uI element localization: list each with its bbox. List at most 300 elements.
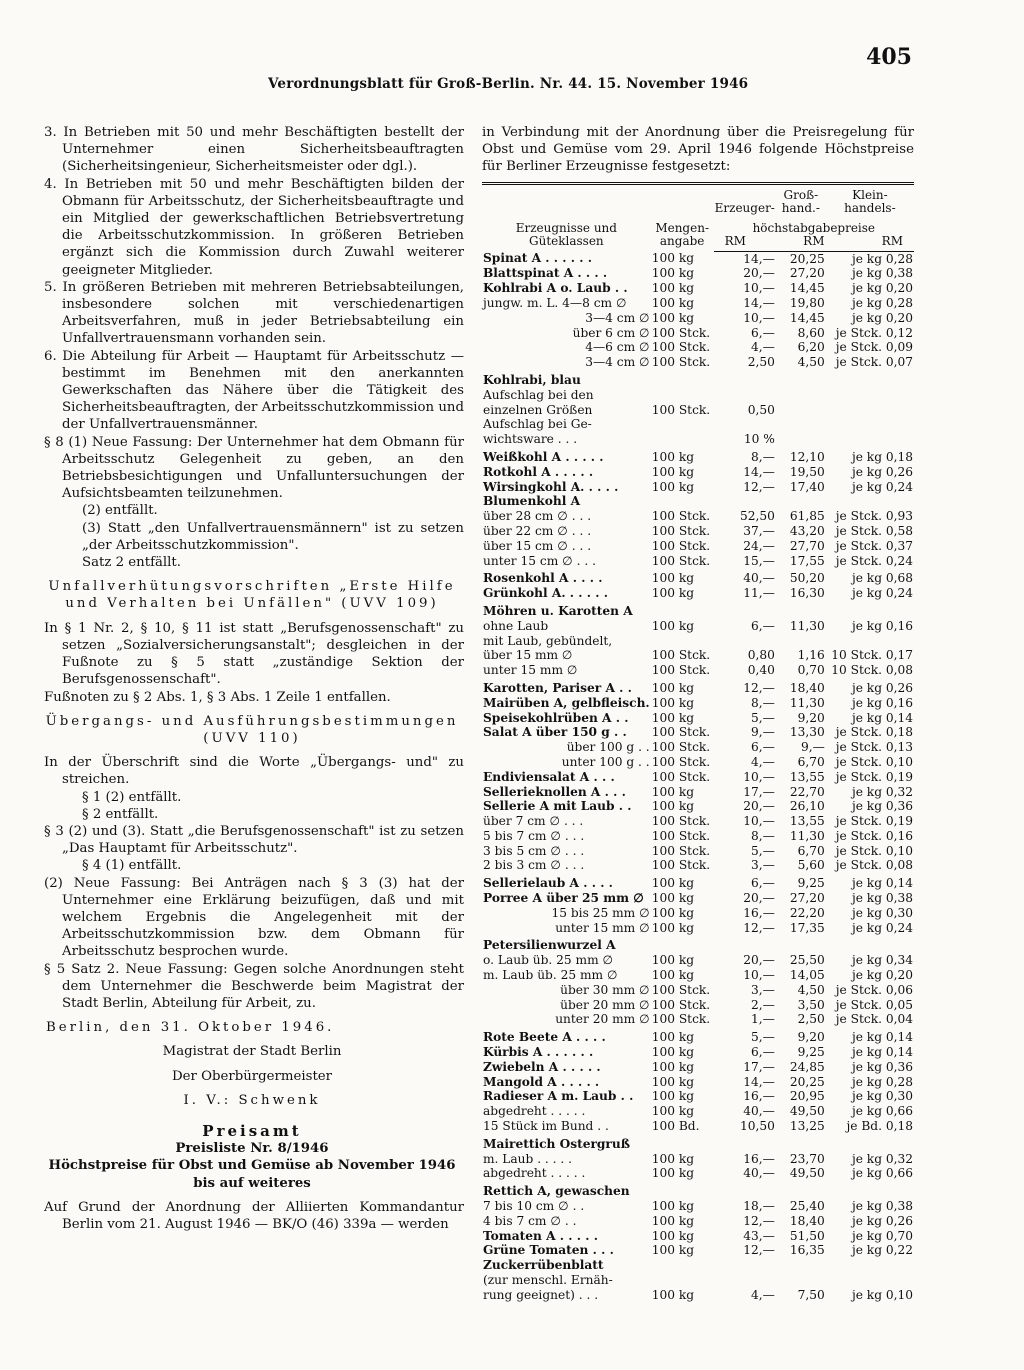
quantity-cell: 100 kg: [651, 905, 695, 920]
producer-price-cell: 12,—: [743, 1213, 775, 1228]
table-row: [482, 983, 914, 998]
retail-price-cell: [826, 935, 914, 953]
product-name-cell: abgedreht . . . . .: [483, 1104, 586, 1119]
producer-price-cell: 10,—: [743, 769, 775, 784]
producer-price-cell: [714, 1258, 776, 1273]
retail-price-cell: je kg 0,14: [851, 876, 913, 891]
producer-price-cell: 5,—: [751, 710, 775, 725]
retail-price-cell: je kg 0,32: [851, 784, 913, 799]
retail-price-cell: je kg 0,26: [851, 1213, 913, 1228]
producer-price-cell: 8,—: [751, 828, 775, 843]
product-name-cell: Rosenkohl A . . . .: [483, 571, 603, 586]
retail-price-cell: je Stck. 0,10: [835, 843, 913, 858]
product-name-cell: über 22 cm ∅ . . .: [483, 523, 592, 538]
producer-price-cell: [714, 370, 776, 388]
producer-price-cell: 20,—: [743, 953, 775, 968]
product-name-cell: Grünkohl A. . . . . .: [483, 586, 608, 601]
product-name-cell: 3 bis 5 cm ∅ . . .: [483, 843, 585, 858]
table-row: [482, 844, 914, 859]
producer-price-cell: 3,—: [751, 982, 775, 997]
wholesale-price-cell: [776, 1258, 826, 1273]
quantity-cell: [651, 1181, 714, 1199]
quantity-cell: 100 kg: [651, 695, 695, 710]
quantity-cell: 100 Stck.: [651, 843, 711, 858]
quantity-cell: 100 kg: [651, 1228, 695, 1243]
quantity-cell: 100 kg: [651, 1059, 695, 1074]
table-row: [482, 1012, 914, 1027]
wholesale-price-cell: 2,50: [797, 1012, 825, 1027]
wholesale-price-cell: [776, 494, 826, 509]
table-row: [482, 968, 914, 983]
quantity-cell: 100 kg: [651, 891, 695, 906]
product-name-cell: über 100 g . .: [566, 740, 650, 755]
paragraph: 6. Die Abteilung für Arbeit — Hauptamt für Arbeitsschutz — bestimmt im Benehmen mit den anerkannten Gewerkschaften das Nähere über die Tätigkeit des Sicherheitsbeauftragten, der Arbeitsschutzkommission und der Unfallvertrauensmänner.: [44, 348, 464, 433]
product-name-cell: einzelnen Größen: [483, 402, 593, 417]
product-name-cell: m. Laub üb. 25 mm ∅: [483, 968, 618, 983]
table-row: [482, 1104, 914, 1119]
producer-price-cell: [714, 494, 776, 509]
quantity-cell: 100 kg: [651, 876, 695, 891]
right-column: [482, 124, 914, 1303]
product-name-cell: Kohlrabi A o. Laub . .: [483, 281, 628, 296]
quantity-cell: [651, 417, 714, 432]
paragraph: Auf Grund der Anordnung der Alliierten Kommandantur Berlin vom 21. August 1946 — BK/O (46) 339a — werden: [44, 1199, 464, 1232]
retail-price-cell: [826, 403, 914, 418]
product-name-cell: Tomaten A . . . . .: [483, 1228, 598, 1243]
table-row: [482, 906, 914, 921]
wholesale-price-cell: 11,30: [789, 828, 825, 843]
product-name-cell: Kohlrabi, blau: [483, 372, 581, 387]
retail-price-cell: je kg 0,66: [851, 1104, 913, 1119]
table-row: [482, 873, 914, 891]
table-row: [482, 432, 914, 447]
wholesale-price-cell: 49,50: [789, 1104, 825, 1119]
quantity-cell: 100 kg: [651, 920, 695, 935]
quantity-cell: 100 Stck.: [651, 828, 711, 843]
product-name-cell: Mairüben A, gelbfleisch.: [483, 695, 650, 710]
product-name-cell: Mairettich Ostergruß: [483, 1136, 630, 1151]
table-row: [482, 770, 914, 785]
producer-price-cell: 37,—: [743, 523, 775, 538]
producer-price-cell: 6,—: [751, 618, 775, 633]
wholesale-price-cell: 19,50: [789, 464, 825, 479]
wholesale-price-cell: [776, 1273, 826, 1288]
table-row: [482, 417, 914, 432]
wholesale-price-cell: 13,25: [789, 1119, 825, 1134]
product-name-cell: ohne Laub: [483, 618, 549, 633]
quantity-cell: 100 kg: [651, 1199, 695, 1214]
wholesale-price-cell: 19,80: [789, 296, 825, 310]
date-line: Berlin, den 31. Oktober 1946.: [46, 1020, 335, 1036]
retail-price-cell: je Stck. 0,04: [835, 1012, 913, 1027]
retail-price-cell: je kg 0,26: [851, 464, 913, 479]
quantity-cell: 100 kg: [651, 1089, 695, 1104]
product-name-cell: Sellerieknollen A . . .: [483, 784, 626, 799]
table-row: [482, 296, 914, 311]
producer-price-cell: [714, 601, 776, 619]
product-name-cell: Zwiebeln A . . . . .: [483, 1059, 601, 1074]
retail-price-cell: je Stck. 0,09: [835, 340, 913, 355]
product-name-cell: Radieser A m. Laub . .: [483, 1089, 634, 1104]
paragraph: Fußnoten zu § 2 Abs. 1, § 3 Abs. 1 Zeile 1 entfallen.: [44, 689, 391, 705]
retail-price-cell: je kg 0,32: [851, 1151, 913, 1166]
wholesale-price-cell: [776, 1134, 826, 1152]
signature-line: Magistrat der Stadt Berlin: [162, 1044, 342, 1060]
producer-price-cell: 15,—: [743, 553, 775, 568]
table-row: [482, 678, 914, 696]
table-row: [482, 370, 914, 388]
producer-price-cell: 6,—: [751, 325, 775, 340]
wholesale-price-cell: 13,55: [789, 814, 825, 829]
table-row: [482, 539, 914, 554]
section-heading: Übergangs- und Ausführungsbestimmungen (UVV 110): [45, 713, 459, 746]
producer-price-cell: 4,—: [751, 754, 775, 769]
quantity-cell: 100 Stck.: [651, 769, 711, 784]
wholesale-price-cell: [776, 1181, 826, 1199]
producer-price-cell: 3,—: [751, 858, 775, 873]
retail-price-cell: je Stck. 0,24: [835, 553, 913, 568]
table-row: [482, 465, 914, 480]
producer-price-cell: 6,—: [751, 1045, 775, 1060]
wholesale-price-cell: 20,25: [789, 1074, 825, 1089]
wholesale-price-cell: 9,—: [800, 740, 825, 755]
quantity-cell: 100 Bd.: [651, 1119, 700, 1134]
retail-price-cell: je kg 0,14: [851, 1030, 913, 1045]
retail-price-cell: [826, 634, 914, 649]
quantity-cell: [651, 601, 714, 619]
retail-price-cell: je Stck. 0,05: [835, 997, 913, 1012]
quantity-cell: 100 Stck.: [651, 663, 711, 678]
paragraph: § 3 (2) und (3). Statt „die Berufsgenossenschaft" ist zu setzen „Das Hauptamt für Arbeitsschutz".: [44, 823, 464, 857]
wholesale-price-cell: 0,70: [797, 663, 825, 678]
producer-price-cell: 10,50: [739, 1119, 775, 1134]
paragraph: 4. In Betrieben mit 50 und mehr Beschäftigten bilden der Obmann für Arbeitsschutz, der Sicherheitsbeauftragte und ein Mitglied der gewerkschaftlichen Betriebsvertretung die Arbeitsschutzkommission. In größeren Betrieben ergänzt sich die Kommission durch Zuwahl weiterer geeigneter Mitglieder.: [44, 176, 464, 278]
quantity-cell: 100 kg: [651, 1213, 695, 1228]
table-row: [482, 326, 914, 341]
retail-price-cell: je kg 0,18: [851, 449, 913, 464]
quantity-cell: 100 Stck.: [651, 1012, 711, 1027]
product-name-cell: Wirsingkohl A. . . . .: [483, 479, 619, 494]
producer-price-cell: 1,—: [751, 1012, 775, 1027]
producer-price-cell: 40,—: [743, 571, 775, 586]
product-name-cell: über 15 cm ∅ . . .: [483, 538, 592, 553]
table-row: [482, 619, 914, 634]
quantity-cell: 100 kg: [651, 618, 695, 633]
product-name-cell: unter 15 mm ∅: [483, 663, 578, 678]
wholesale-price-cell: 14,45: [789, 310, 825, 325]
product-name-cell: 4 bis 7 cm ∅ . .: [483, 1213, 577, 1228]
table-row: [482, 586, 914, 601]
quantity-cell: 100 Stck.: [651, 402, 711, 417]
quantity-cell: 100 Stck.: [651, 814, 711, 829]
product-name-cell: 3—4 cm ∅: [585, 355, 650, 370]
col-span-label: höchstabgabepreise: [752, 220, 876, 235]
product-name-cell: 2 bis 3 cm ∅ . . .: [483, 858, 585, 873]
producer-price-cell: 10,—: [743, 281, 775, 296]
table-row: [482, 1119, 914, 1134]
table-row: [482, 725, 914, 740]
table-row: [482, 340, 914, 355]
wholesale-price-cell: [776, 634, 826, 649]
producer-price-cell: 16,—: [743, 1089, 775, 1104]
table-row: [482, 696, 914, 711]
retail-price-cell: je kg 0,14: [851, 710, 913, 725]
paragraph: § 1 (2) entfällt.: [82, 789, 182, 805]
producer-price-cell: 24,—: [743, 538, 775, 553]
table-row: [482, 403, 914, 418]
wholesale-price-cell: 14,05: [789, 968, 825, 983]
product-name-cell: über 7 cm ∅ . . .: [483, 814, 584, 829]
paragraph: 3. In Betrieben mit 50 und mehr Beschäftigten bestellt der Unternehmer einen Sicherheitsbeauftragten (Sicherheitsingenieur, Sicherheitsmeister oder dgl.).: [44, 125, 464, 175]
producer-price-cell: 20,—: [743, 891, 775, 906]
left-column: [40, 124, 464, 1233]
retail-price-cell: je Stck. 0,16: [835, 828, 913, 843]
quantity-cell: 100 kg: [651, 710, 695, 725]
product-name-cell: 5 bis 7 cm ∅ . . .: [483, 828, 585, 843]
quantity-cell: 100 kg: [651, 571, 695, 586]
table-row: [482, 1166, 914, 1181]
product-name-cell: rung geeignet) . . .: [483, 1287, 599, 1302]
wholesale-price-cell: 43,20: [789, 523, 825, 538]
wholesale-price-cell: 61,85: [789, 509, 825, 524]
quantity-cell: 100 Stck.: [651, 509, 711, 524]
producer-price-cell: 14,—: [743, 296, 775, 310]
quantity-cell: 100 Stck.: [651, 858, 711, 873]
wholesale-price-cell: 6,70: [797, 754, 825, 769]
table-row: [482, 1060, 914, 1075]
product-name-cell: Rotkohl A . . . . .: [483, 464, 594, 479]
product-name-cell: Mangold A . . . . .: [483, 1074, 600, 1089]
product-name-cell: Aufschlag bei den: [483, 387, 594, 402]
paragraph: in Verbindung mit der Anordnung über die Preisregelung für Obst und Gemüse vom 29. April 1946 folgende Höchstpreise für Berliner Erzeugnisse festgesetzt:: [482, 125, 914, 175]
product-name-cell: Möhren u. Karotten A: [483, 603, 633, 618]
table-row: [482, 524, 914, 539]
page-header: Verordnungsblatt für Groß-Berlin. Nr. 44. 15. November 1946: [268, 76, 749, 92]
retail-price-cell: je kg 0,24: [851, 586, 913, 601]
table-row: [482, 1089, 914, 1104]
product-name-cell: mit Laub, gebündelt,: [483, 633, 613, 648]
quantity-cell: 100 kg: [651, 1030, 695, 1045]
quantity-cell: 100 Stck.: [651, 982, 711, 997]
product-name-cell: Sellerielaub A . . . .: [483, 876, 613, 891]
producer-price-cell: 12,—: [743, 1243, 775, 1258]
retail-price-cell: je Stck. 0,18: [835, 725, 913, 740]
quantity-cell: 100 kg: [651, 479, 695, 494]
product-name-cell: Petersilienwurzel A: [483, 938, 616, 953]
table-row: [482, 388, 914, 403]
producer-price-cell: 16,—: [743, 1151, 775, 1166]
producer-price-cell: [714, 1181, 776, 1199]
product-name-cell: 3—4 cm ∅: [585, 310, 650, 325]
col-header-products: Erzeugnisse und Güteklassen: [482, 183, 651, 251]
product-name-cell: Grüne Tomaten . . .: [483, 1243, 614, 1258]
quantity-cell: 100 kg: [651, 1074, 695, 1089]
paragraph: § 2 entfällt.: [82, 806, 159, 822]
table-row: [482, 281, 914, 296]
producer-price-cell: [714, 417, 776, 432]
quantity-cell: 100 kg: [651, 953, 695, 968]
retail-price-cell: je Stck. 0,37: [835, 538, 913, 553]
wholesale-price-cell: 6,70: [797, 843, 825, 858]
wholesale-price-cell: 49,50: [789, 1166, 825, 1181]
producer-price-cell: 43,—: [743, 1228, 775, 1243]
wholesale-price-cell: 25,50: [789, 953, 825, 968]
wholesale-price-cell: 3,50: [797, 997, 825, 1012]
paragraph: § 8 (1) Neue Fassung: Der Unternehmer hat dem Obmann für Arbeitsschutz Gelegenheit zu geben, an den Betriebsbesichtigungen und Unfalluntersuchungen der Aufsichtsbeamten teilzunehmen.: [44, 434, 464, 502]
table-row: [482, 1258, 914, 1273]
producer-price-cell: 20,—: [743, 799, 775, 814]
table-row: [482, 1243, 914, 1258]
table-row: [482, 634, 914, 649]
retail-price-cell: je Stck. 0,58: [835, 523, 913, 538]
table-row: [482, 554, 914, 569]
retail-price-cell: je Stck. 0,10: [835, 754, 913, 769]
retail-price-cell: [826, 370, 914, 388]
retail-price-cell: [826, 494, 914, 509]
quantity-cell: 100 kg: [651, 296, 695, 310]
producer-price-cell: 14,—: [743, 1074, 775, 1089]
table-row: [482, 858, 914, 873]
wholesale-price-cell: 12,10: [789, 449, 825, 464]
producer-price-cell: 2,—: [751, 997, 775, 1012]
paragraph: (2) Neue Fassung: Bei Anträgen nach § 3 (3) hat der Unternehmer eine Erklärung beizufügen, daß und mit welchem Ergebnis die Angelegenheit mit der Arbeitsschutzkommission bzw. dem Obmann für Arbeitsschutz besprochen wurde.: [44, 875, 464, 960]
product-name-cell: 15 Stück im Bund . .: [483, 1119, 609, 1134]
table-row: [482, 1045, 914, 1060]
wholesale-price-cell: 24,85: [789, 1059, 825, 1074]
wholesale-price-cell: 9,20: [797, 1030, 825, 1045]
table-row: [482, 266, 914, 281]
retail-price-cell: je kg 0,16: [851, 695, 913, 710]
table-row: [482, 1199, 914, 1214]
wholesale-price-cell: 18,40: [789, 1213, 825, 1228]
product-name-cell: über 20 mm ∅: [560, 997, 650, 1012]
retail-price-cell: je Stck. 0,07: [835, 355, 913, 370]
table-row: [482, 1075, 914, 1090]
paragraph: Satz 2 entfällt.: [82, 555, 181, 571]
producer-price-cell: 12,—: [743, 479, 775, 494]
wholesale-price-cell: 20,95: [789, 1089, 825, 1104]
product-name-cell: Rote Beete A . . . .: [483, 1030, 606, 1045]
product-name-cell: Rettich A, gewaschen: [483, 1184, 630, 1199]
wholesale-price-cell: 23,70: [789, 1151, 825, 1166]
producer-price-cell: 14,—: [743, 464, 775, 479]
rm-label: RM: [724, 233, 746, 248]
table-row: [482, 311, 914, 326]
table-row: [482, 509, 914, 524]
section-heading: Unfallverhütungsvorschriften „Erste Hilfe und Verhalten bei Unfällen" (UVV 109): [48, 579, 456, 612]
retail-price-cell: je kg 0,68: [851, 571, 913, 586]
quantity-cell: 100 Stck.: [651, 538, 711, 553]
producer-price-cell: 12,—: [743, 680, 775, 695]
wholesale-price-cell: 16,30: [789, 586, 825, 601]
wholesale-price-cell: 27,20: [789, 891, 825, 906]
producer-price-cell: 0,50: [747, 402, 775, 417]
producer-price-cell: [714, 1273, 776, 1288]
table-row: [482, 1214, 914, 1229]
table-row: [482, 935, 914, 953]
product-name-cell: Endiviensalat A . . .: [483, 769, 615, 784]
quantity-cell: [651, 1134, 714, 1152]
product-name-cell: über 30 mm ∅: [560, 982, 650, 997]
table-row: [482, 891, 914, 906]
wholesale-price-cell: 11,30: [789, 618, 825, 633]
producer-price-cell: 17,—: [743, 1059, 775, 1074]
retail-price-cell: je kg 0,24: [851, 920, 913, 935]
product-name-cell: Aufschlag bei Ge-: [483, 417, 592, 432]
producer-price-cell: 0,40: [747, 663, 775, 678]
quantity-cell: 100 kg: [651, 464, 695, 479]
product-name-cell: Blumenkohl A: [483, 494, 581, 509]
wholesale-price-cell: 27,70: [789, 538, 825, 553]
quantity-cell: 100 kg: [651, 266, 695, 281]
retail-price-cell: je Stck. 0,06: [835, 982, 913, 997]
retail-price-cell: je kg 0,24: [851, 479, 913, 494]
table-row: [482, 953, 914, 968]
table-row: [482, 755, 914, 770]
quantity-cell: 100 kg: [651, 251, 695, 266]
product-name-cell: 4—6 cm ∅: [585, 340, 650, 355]
product-name-cell: unter 20 mm ∅: [555, 1012, 650, 1027]
table-row: [482, 1134, 914, 1152]
col-header-span: [714, 218, 914, 252]
producer-price-cell: 10,—: [743, 814, 775, 829]
retail-price-cell: je kg 0,66: [851, 1166, 913, 1181]
product-name-cell: abgedreht . . . . .: [483, 1166, 586, 1181]
table-row: [482, 1273, 914, 1288]
quantity-cell: 100 kg: [651, 1151, 695, 1166]
wholesale-price-cell: [776, 417, 826, 432]
quantity-cell: 100 Stck.: [651, 997, 711, 1012]
preisliste-heading: Preisliste Nr. 8/1946: [175, 1141, 329, 1157]
table-row: [482, 648, 914, 663]
table-row: [482, 1152, 914, 1167]
quantity-cell: [651, 1273, 714, 1288]
product-name-cell: Sellerie A mit Laub . .: [483, 799, 632, 814]
price-table: [482, 182, 914, 1303]
wholesale-price-cell: 9,25: [797, 876, 825, 891]
wholesale-price-cell: 11,30: [789, 695, 825, 710]
producer-price-cell: 6,—: [751, 740, 775, 755]
producer-price-cell: 5,—: [751, 843, 775, 858]
quantity-cell: 100 kg: [651, 1166, 695, 1181]
wholesale-price-cell: [776, 935, 826, 953]
producer-price-cell: 17,—: [743, 784, 775, 799]
quantity-cell: [651, 1258, 714, 1273]
quantity-cell: 100 kg: [651, 449, 695, 464]
product-name-cell: Blattspinat A . . . .: [483, 266, 608, 281]
quantity-cell: 100 Stck.: [651, 553, 711, 568]
quantity-cell: [651, 432, 714, 447]
table-row: [482, 921, 914, 936]
retail-price-cell: je kg 0,34: [851, 953, 913, 968]
table-row: [482, 1027, 914, 1045]
quantity-cell: [651, 634, 714, 649]
producer-price-cell: 5,—: [751, 1030, 775, 1045]
retail-price-cell: je kg 0,38: [851, 266, 913, 281]
product-name-cell: Porree A über 25 mm ∅: [483, 891, 644, 906]
retail-price-cell: je kg 0,26: [851, 680, 913, 695]
producer-price-cell: [714, 1134, 776, 1152]
producer-price-cell: 10,—: [743, 310, 775, 325]
product-name-cell: wichtsware . . .: [483, 432, 578, 447]
quantity-cell: 100 Stck.: [651, 740, 711, 755]
retail-price-cell: je Stck. 0,19: [835, 769, 913, 784]
producer-price-cell: 4,—: [751, 1287, 775, 1302]
wholesale-price-cell: 9,25: [797, 1045, 825, 1060]
product-name-cell: über 15 mm ∅: [483, 648, 573, 663]
wholesale-price-cell: 17,40: [789, 479, 825, 494]
product-name-cell: (zur menschl. Ernäh-: [483, 1273, 613, 1287]
